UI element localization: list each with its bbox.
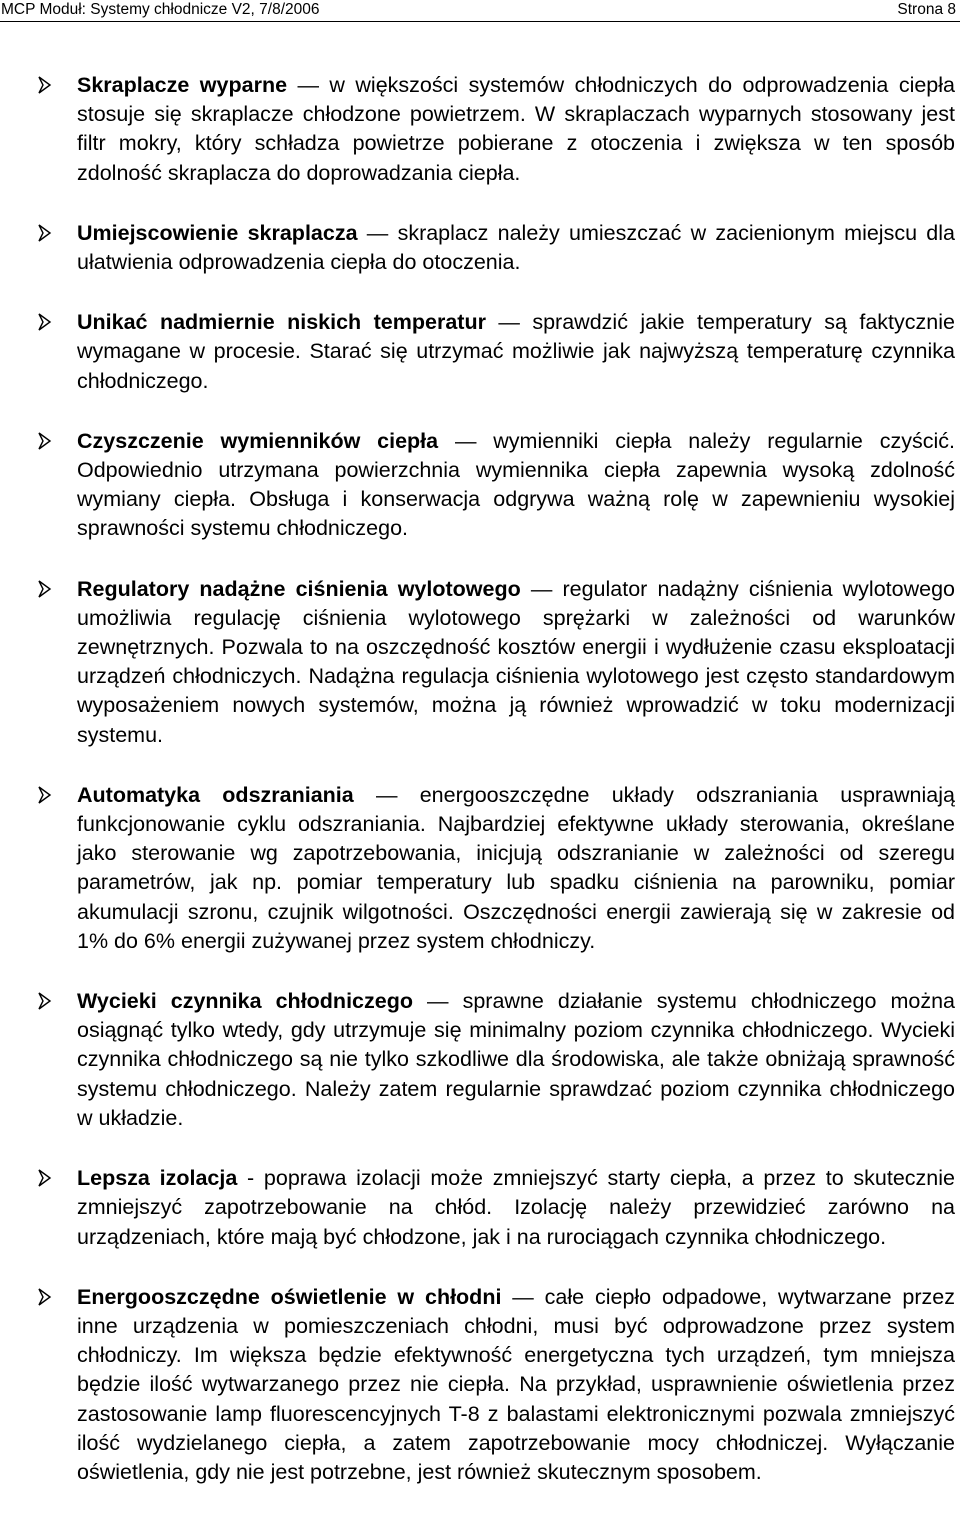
header-title: MCP Moduł: Systemy chłodnicze V2, 7/8/2006 bbox=[1, 1, 320, 18]
item-text: — sprawne działanie systemu chłodniczego można osiągnąć tylko wtedy, gdy utrzymuje się minimalny poziom czynnika chłodniczego. Wycieki czynnika chłodniczego są nie tylko szkodliwe dla środowiska, ale także obniżają sprawność systemu chłodniczego. Należy zatem regularnie sprawdzać poziom czynnika chłodniczego w układzie. bbox=[77, 989, 955, 1130]
arrow-bullet-icon bbox=[37, 784, 53, 806]
item-term: Energooszczędne oświetlenie w chłodni bbox=[77, 1284, 502, 1309]
item-term: Unikać nadmiernie niskich temperatur bbox=[77, 310, 486, 335]
item-term: Lepsza izolacja bbox=[77, 1166, 238, 1191]
item-term: Regulatory nadążne ciśnienia wylotowego bbox=[77, 576, 521, 601]
list-item bbox=[0, 575, 960, 750]
list-item bbox=[0, 427, 960, 544]
header-divider bbox=[0, 21, 960, 22]
item-term: Skraplacze wyparne bbox=[77, 73, 288, 97]
arrow-bullet-icon bbox=[37, 311, 53, 333]
list-item bbox=[0, 1164, 960, 1252]
arrow-bullet-icon bbox=[37, 1167, 53, 1189]
item-text: — energooszczędne układy odszraniania usprawniają funkcjonowanie cyklu odszraniania. Najbardziej efektywne układy sterowania, określane jako sterowanie wg zapotrzebowania, inicjują odszranianie w zależności od szeregu parametrów, jak np. pomiar temperatury lub spadku ciśnienia na parowniku, pomiar akumulacji szronu, czujnik wilgotności. Oszczędności energii zawierają się w zakresie od 1% do 6% energii zużywanej przez system chłodniczy. bbox=[77, 782, 955, 953]
item-term: Czyszczenie wymienników ciepła bbox=[77, 428, 439, 453]
item-text: — sprawdzić jakie temperatury są faktycznie wymagane w procesie. Starać się utrzymać możliwie jak najwyższą temperaturę czynnika chłodniczego. bbox=[77, 310, 955, 393]
list-item bbox=[0, 781, 960, 956]
item-text: — całe ciepło odpadowe, wytwarzane przez inne urządzenia w pomieszczeniach chłodni, musi być odprowadzone przez system chłodniczy. Im większa będzie efektywność energetyczna tych urządzeń, tym mniejsza będzie ilość wytwarzanego przez nie ciepła. Na przykład, usprawnienie oświetlenia przez zastosowanie lamp fluorescencyjnych T-8 z balastami elektronicznymi pozwala zmniejszyć ilość wydzielanego ciepła, a zatem zapotrzebowanie mocy chłodniczej. Wyłączanie oświetlenia, gdy nie jest potrzebne, jest również skutecznym sposobem. bbox=[77, 1284, 955, 1484]
arrow-bullet-icon bbox=[37, 990, 53, 1012]
item-term: Automatyka odszraniania bbox=[77, 782, 354, 807]
item-text: — regulator nadążny ciśnienia wylotowego umożliwia regulację ciśnienia wylotowego sprężarki w zależności od warunków zewnętrznych. Pozwala to na oszczędność kosztów energii i wydłużenie czasu eksploatacji urządzeń chłodniczych. Nadążna regulacja ciśnienia wylotowego jest często standardowym wyposażeniem nowych systemów, można ją również wprowadzić w toku modernizacji systemu. bbox=[77, 576, 955, 747]
item-text: - poprawa izolacji może zmniejszyć starty ciepła, a przez to skutecznie zmniejszyć zapotrzebowanie na chłód. Izolację należy przewidzieć zarówno na urządzeniach, które mają być chłodzone, jak i na rurociągach czynnika chłodniczego. bbox=[77, 1166, 955, 1249]
arrow-bullet-icon bbox=[37, 430, 53, 452]
list-item bbox=[0, 987, 960, 1133]
list-item bbox=[0, 1283, 960, 1487]
item-text: — wymienniki ciepła należy regularnie czyścić. Odpowiednio utrzymana powierzchnia wymiennika ciepła zapewnia wysoką zdolność wymiany ciepła. Obsługa i konserwacja odgrywa ważną rolę w zapewnieniu wysokiej sprawności systemu chłodniczego. bbox=[77, 428, 955, 541]
arrow-bullet-icon bbox=[37, 578, 53, 600]
item-term: Umiejscowienie skraplacza bbox=[77, 220, 358, 245]
page-number: Strona 8 bbox=[897, 1, 956, 18]
list-item bbox=[0, 219, 960, 277]
list-item bbox=[0, 308, 960, 396]
item-text: — w większości systemów chłodniczych do odprowadzenia ciepła stosuje się skraplacze chłodzone powietrzem. W skraplaczach wyparnych stosowany jest filtr mokry, który schładza powietrze pobierane z otoczenia i zwiększa w ten sposób zdolność skraplacza do doprowadzania ciepła. bbox=[77, 73, 955, 185]
bullet-list bbox=[0, 71, 960, 1487]
page-header bbox=[0, 0, 960, 22]
item-term: Wycieki czynnika chłodniczego bbox=[77, 989, 413, 1014]
item-text: — skraplacz należy umieszczać w zacienionym miejscu dla ułatwienia odprowadzenia ciepła do otoczenia. bbox=[77, 220, 955, 275]
arrow-bullet-icon bbox=[37, 222, 53, 244]
arrow-bullet-icon bbox=[37, 1286, 53, 1308]
arrow-bullet-icon bbox=[37, 74, 53, 96]
list-item bbox=[0, 71, 960, 188]
